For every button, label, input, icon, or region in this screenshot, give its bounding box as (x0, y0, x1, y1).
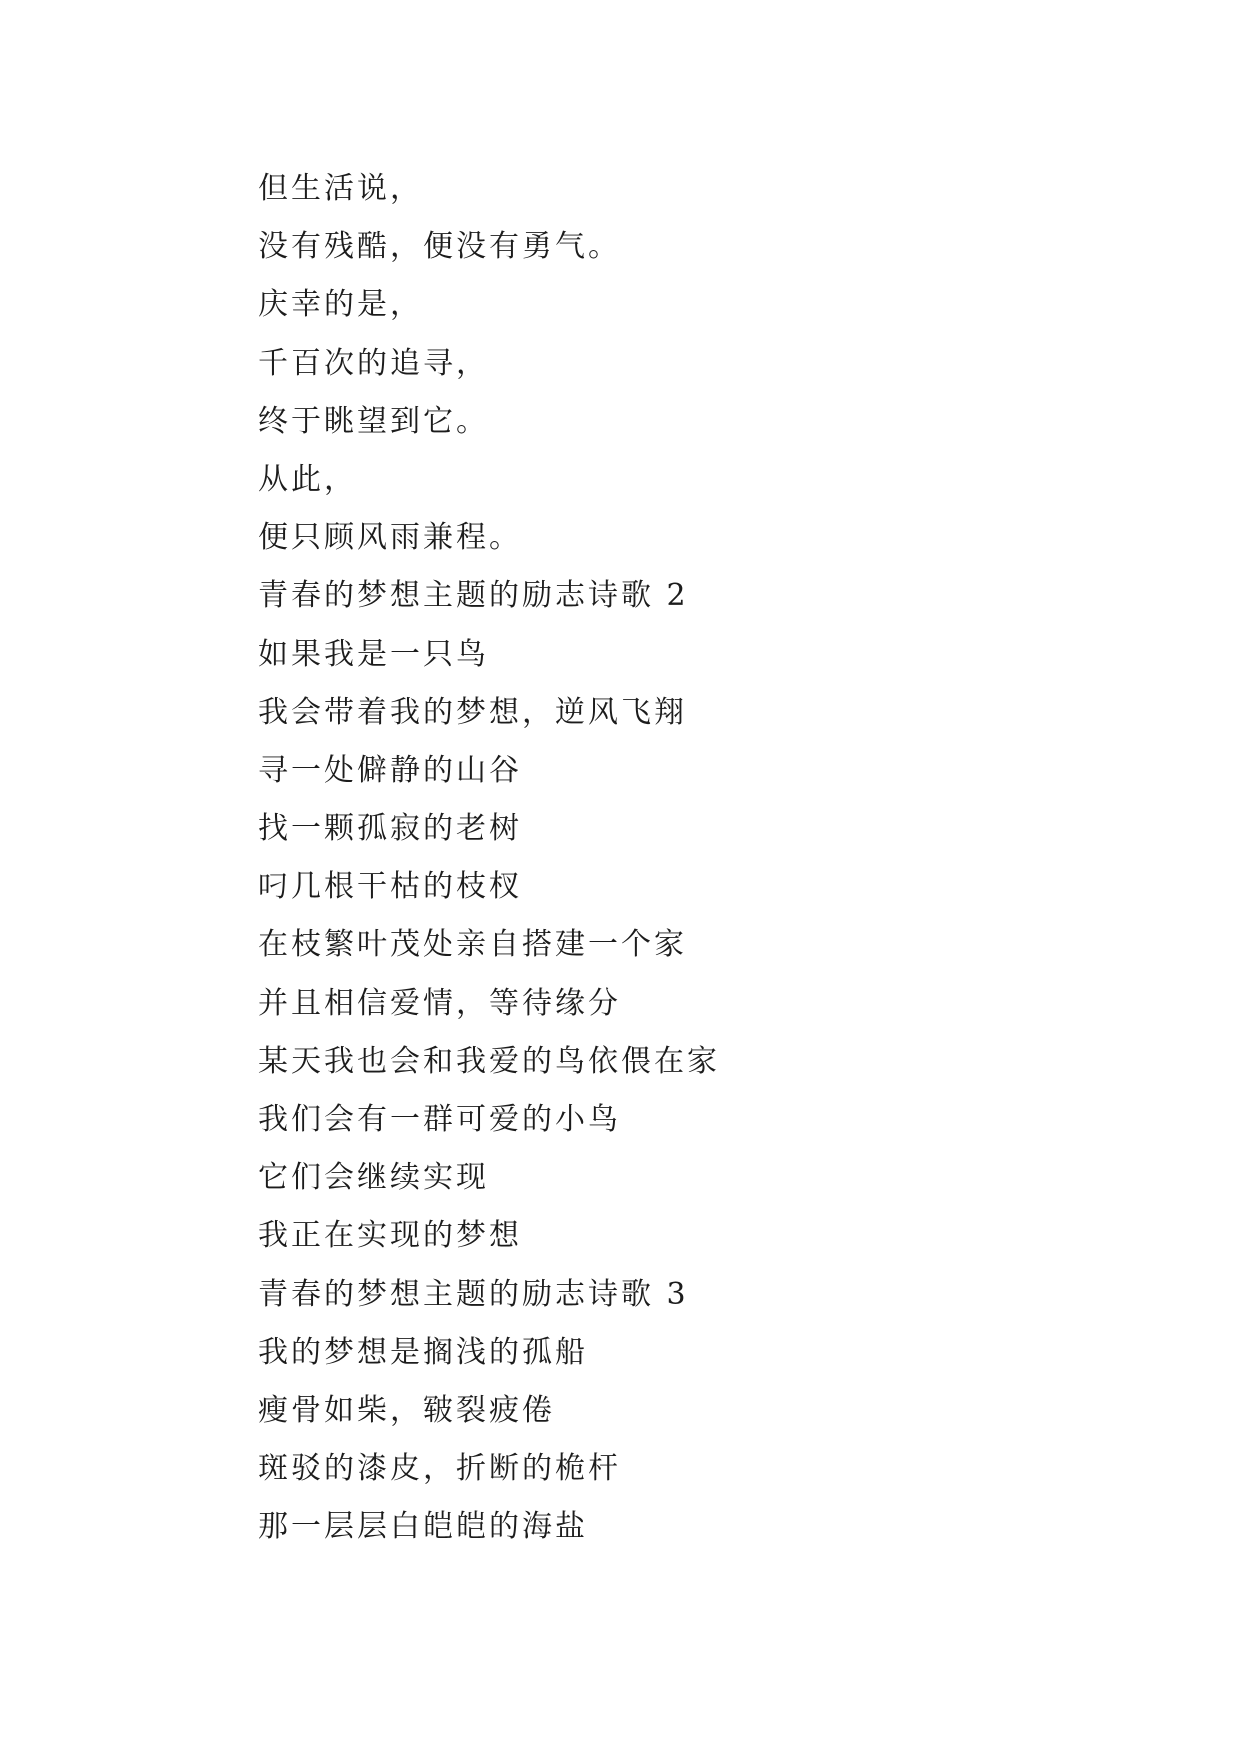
poem-line: 终于眺望到它。 (258, 403, 489, 439)
poem-line: 便只顾风雨兼程。 (258, 520, 522, 556)
poem-line: 如果我是一只鸟 (258, 636, 489, 672)
poem-line: 从此， (258, 461, 357, 497)
poem-line: 那一层层白皑皑的海盐 (258, 1509, 588, 1545)
poem-line: 千百次的追寻， (258, 345, 489, 381)
poem-line: 但生活说， (258, 171, 423, 206)
section-heading: 青春的梦想主题的励志诗歌 3 (258, 1276, 689, 1312)
poem-line: 在枝繁叶茂处亲自搭建一个家 (258, 927, 687, 963)
poem-line: 瘦骨如柴，皲裂疲倦 (258, 1392, 555, 1428)
poem-line: 庆幸的是， (258, 287, 423, 323)
poem-text (258, 160, 1058, 1557)
poem-line: 找一颗孤寂的老树 (258, 811, 522, 847)
poem-line: 我正在实现的梦想 (258, 1218, 522, 1254)
section-heading: 青春的梦想主题的励志诗歌 2 (258, 578, 689, 614)
poem-line: 我们会有一群可爱的小鸟 (258, 1102, 621, 1137)
poem-line: 我会带着我的梦想，逆风飞翔 (258, 694, 687, 730)
poem-line: 我的梦想是搁浅的孤船 (258, 1334, 588, 1370)
poem-line: 并且相信爱情，等待缘分 (258, 985, 621, 1021)
poem-line: 它们会继续实现 (258, 1160, 489, 1196)
poem-line: 斑驳的漆皮，折断的桅杆 (258, 1451, 621, 1487)
poem-line: 某天我也会和我爱的鸟依偎在家 (258, 1043, 720, 1079)
poem-line: 寻一处僻静的山谷 (258, 752, 522, 788)
poem-line: 叼几根干枯的枝杈 (258, 869, 522, 905)
poem-line: 没有残酷，便没有勇气。 (258, 229, 621, 265)
